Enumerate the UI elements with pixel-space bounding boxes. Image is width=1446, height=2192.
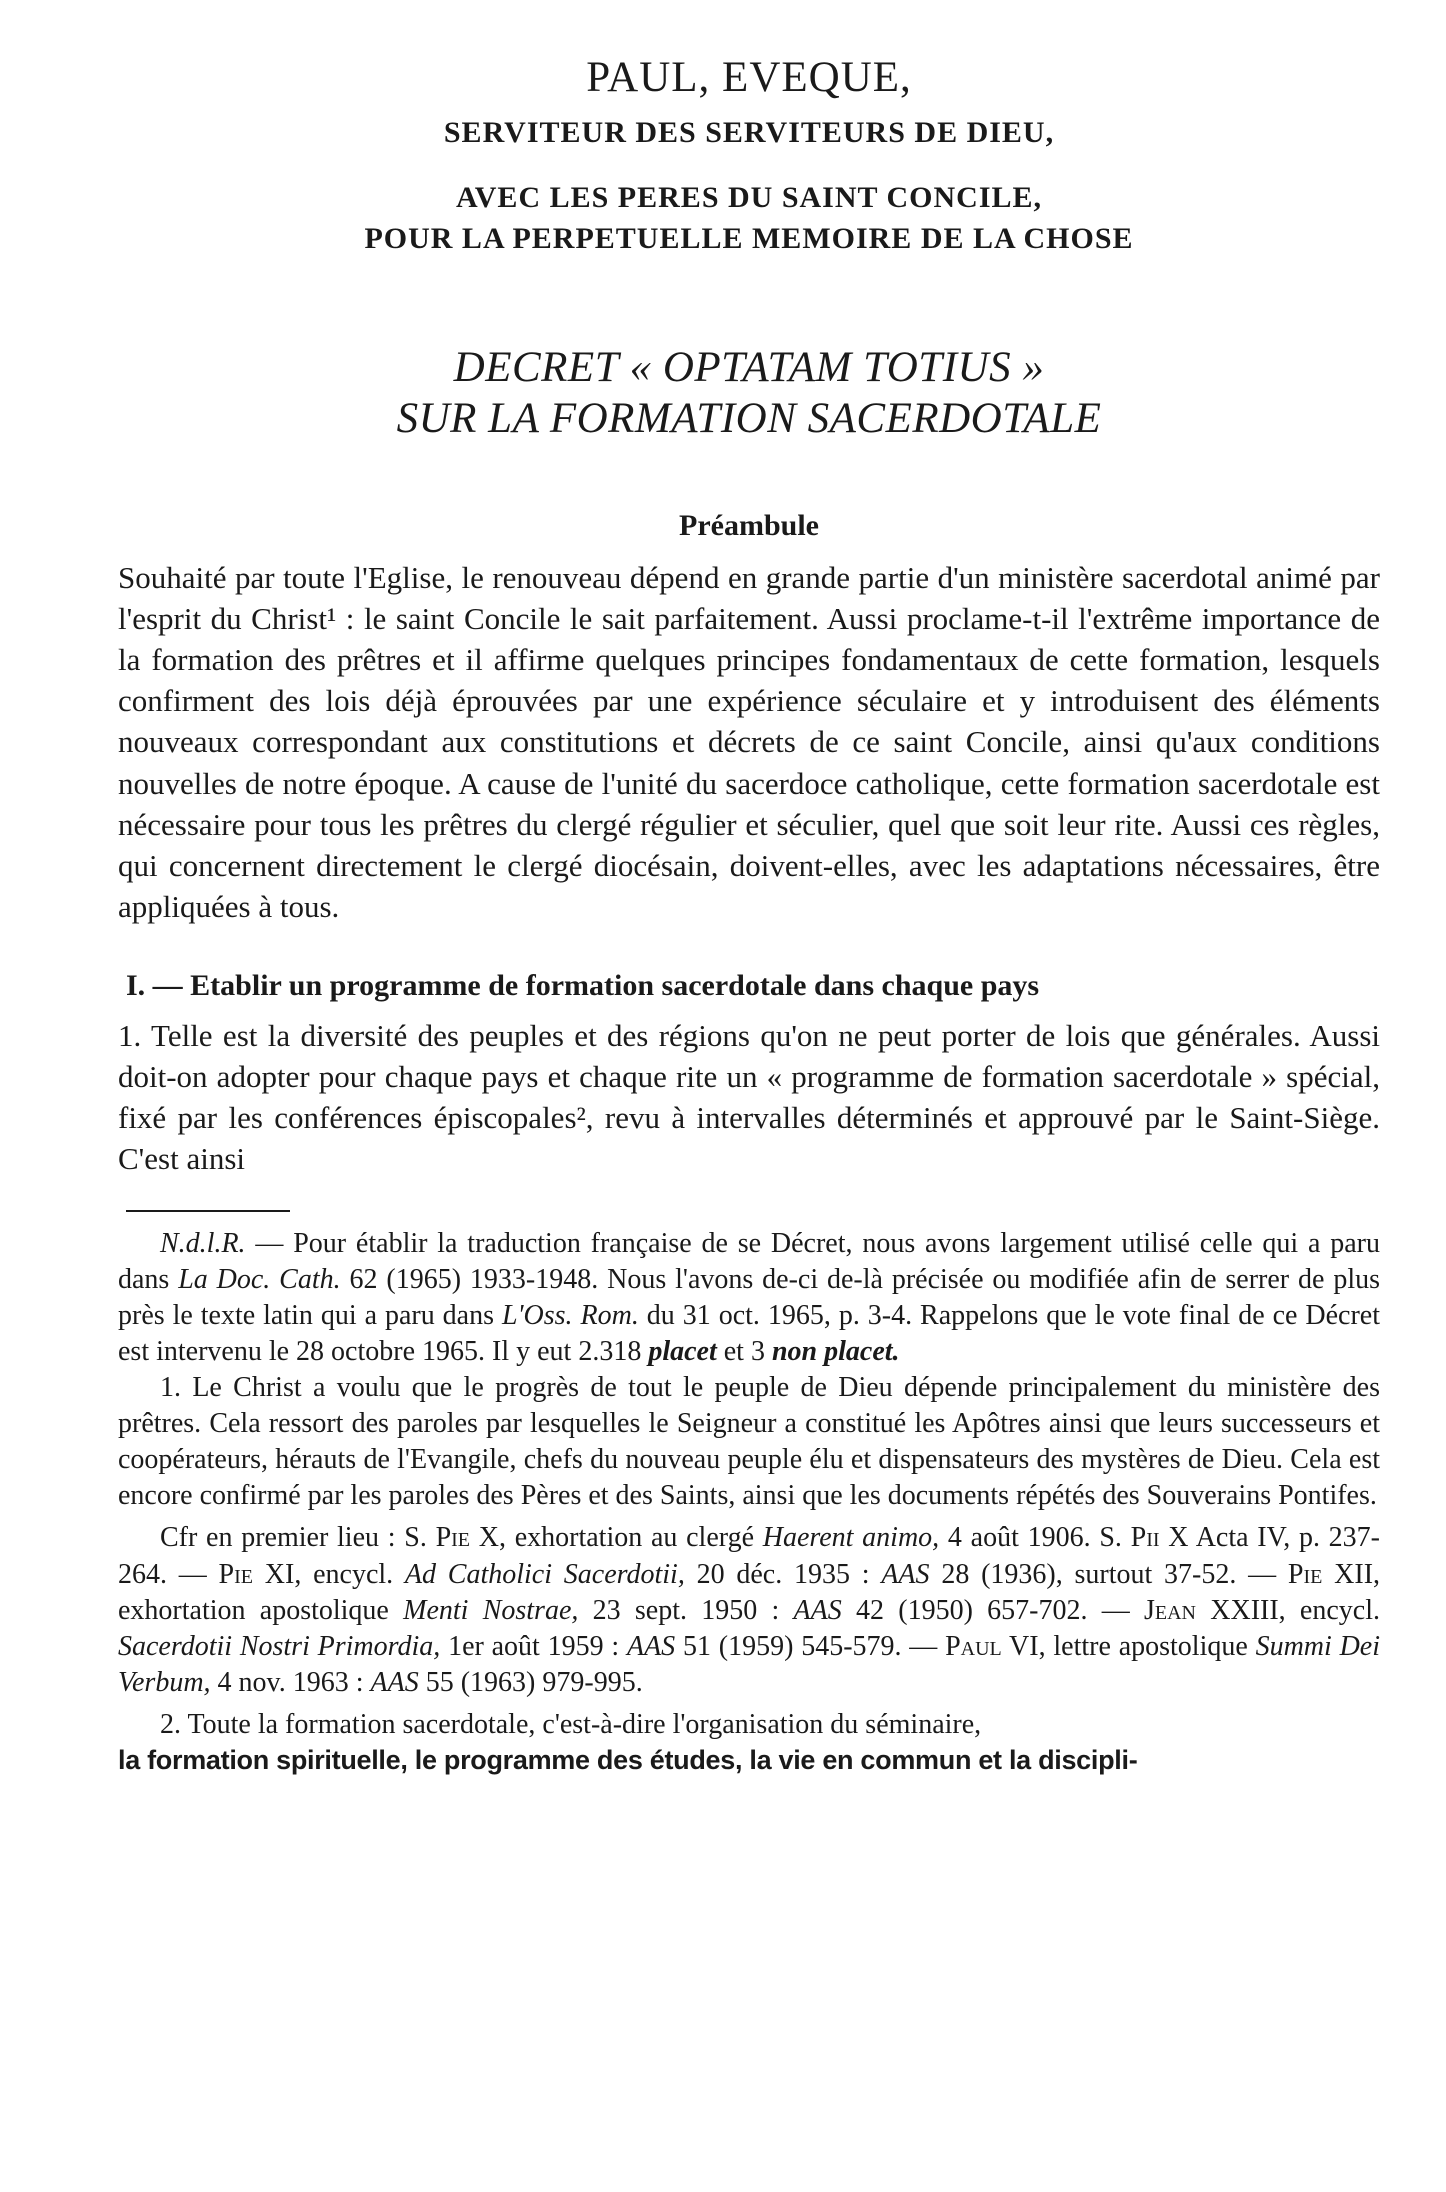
cfr-text: 51 (1959) 545-579. — [675, 1630, 946, 1662]
cfr-name: Pie [435, 1522, 471, 1554]
cfr-name: Pie [218, 1558, 253, 1590]
footnotes [118, 1226, 1380, 1777]
cfr-name: Pii [1130, 1522, 1160, 1554]
footnote-1 [118, 1370, 1380, 1514]
ndlr-ref-oss-rom: L'Oss. Rom. [501, 1299, 639, 1331]
footnote-2-line-1: 2. Toute la formation sacerdotale, c'est-à-dire l'organisation du séminaire, [160, 1709, 982, 1740]
fathers-line: AVEC LES PERES DU SAINT CONCILE, [455, 180, 1043, 214]
document-page [118, 52, 1380, 1776]
ndlr-text-1: — Pour établir la traduction française de se Décret, nous avons largement utilisé celle qui a paru dans [118, 1227, 1380, 1295]
title-line-2: SUR LA FORMATION SACERDOTALE [396, 395, 1102, 443]
cfr-text: 55 (1963) 979-995. [418, 1666, 643, 1698]
cfr-work-title: Ad Catholici Sacerdotii, [404, 1558, 685, 1590]
cfr-name: Jean [1144, 1594, 1196, 1626]
cfr-work-title: AAS [370, 1666, 419, 1698]
cfr-work-title: Menti Nostrae, [403, 1594, 579, 1626]
ndlr-non-placet: non placet. [771, 1335, 900, 1367]
ndlr-text-4: et 3 [716, 1335, 772, 1367]
footnote-ndlr [118, 1226, 1380, 1370]
section-1-heading: I. — Etablir un programme de formation sacerdotale dans chaque pays [126, 969, 1040, 1003]
ndlr-label: N.d.l.R. [160, 1227, 246, 1259]
servant-line: SERVITEUR DES SERVITEURS DE DIEU, [443, 115, 1055, 149]
cfr-work-title: Sacerdotii Nostri Primordia, [118, 1630, 441, 1662]
cfr-text: 23 sept. 1950 : [578, 1594, 794, 1626]
cfr-text: XI, encycl. [253, 1558, 405, 1590]
cfr-name: Paul [945, 1630, 1002, 1662]
cfr-text: 28 (1936), surtout 37-52. — [929, 1558, 1288, 1590]
footnote-1-references [118, 1520, 1380, 1701]
cfr-name: Pie [1287, 1558, 1323, 1590]
footnote-2-line-2: la formation spirituelle, le programme des études, la vie en commun et la discipli- [118, 1745, 1138, 1776]
ndlr-placet: placet [648, 1335, 717, 1367]
memory-line: POUR LA PERPETUELLE MEMOIRE DE LA CHOSE [364, 222, 1134, 256]
ndlr-text-3: du 31 oct. 1965, p. 3-4. Rappelons que le vote final de ce Décret est intervenu le 28 octobre 1965. Il y eut 2.318 [118, 1299, 1380, 1367]
cfr-work-title: Haerent animo, [762, 1522, 940, 1554]
cfr-text: 20 déc. 1935 : [684, 1558, 882, 1590]
decree-title [118, 342, 1380, 445]
cfr-text: XII, exhortation apostolique [118, 1558, 1381, 1626]
cfr-text: Cfr en premier lieu : S. [160, 1522, 436, 1554]
cfr-text: 42 (1950) 657-702. — [841, 1594, 1144, 1626]
cfr-work-title: AAS [626, 1630, 676, 1662]
cfr-text: VI, lettre apostolique [1001, 1630, 1256, 1662]
cfr-text: X, exhortation au clergé [470, 1522, 763, 1554]
cfr-work-title: AAS [793, 1594, 842, 1626]
title-line-1: DECRET « OPTATAM TOTIUS » [453, 343, 1045, 391]
ndlr-ref-doc-cath: La Doc. Cath. [178, 1263, 341, 1295]
footnote-divider [126, 1210, 290, 1212]
cfr-text: 1er août 1959 : [440, 1630, 627, 1662]
footnote-1-text: 1. Le Christ a voulu que le progrès de tout le peuple de Dieu dépende principalement du ministère des prêtres. Cela ressort des paroles par lesquelles le Seigneur a constitué les Apôtres ainsi que leurs successeurs et coopérateurs, hérauts de l'Evangile, chefs du nouveau peuple élu et dispensateurs des mystères de Dieu. Cela est encore confirmé par les paroles des Pères et des Saints, ainsi que les documents répétés des Souverains Pontifes. [118, 1372, 1380, 1512]
preamble-heading: Préambule [679, 508, 819, 542]
ndlr-text-2: 62 (1965) 1933-1948. Nous l'avons de-ci de-là précisée ou modifiée afin de serrer de plus près le texte latin qui a paru dans [118, 1263, 1380, 1331]
footnote-2 [118, 1707, 1380, 1743]
preamble-paragraph: Souhaité par toute l'Eglise, le renouveau dépend en grande partie d'un ministère sacerdotal animé par l'esprit du Christ¹ : le saint Concile le sait parfaitement. Aussi proclame-t-il l'extrême importance de la formation des prêtres et il affirme quelques principes fondamentaux de cette formation, lesquels confirment des lois déjà éprouvées par une expérience séculaire et y introduisent des éléments nouveaux correspondant aux constitutions et décrets de ce saint Concile, ainsi qu'aux conditions nouvelles de notre époque. A cause de l'unité du sacerdoce catholique, cette formation sacerdotale est nécessaire pour tous les prêtres du clergé régulier et séculier, quel que soit leur rite. Aussi ces règles, qui concernent directement le clergé diocésain, doivent-elles, avec les adaptations nécessaires, être appliquées à tous. [118, 559, 1380, 924]
author-line: PAUL, EVEQUE, [586, 54, 912, 101]
cfr-work-title: Summi Dei Verbum, [118, 1630, 1381, 1698]
section-1-paragraph-1: 1. Telle est la diversité des peuples et des régions qu'on ne peut porter de lois que générales. Aussi doit-on adopter pour chaque pays et chaque rite un « programme de formation sacerdotale » spécial, fixé par les conférences épiscopales², revu à intervalles déterminés et approuvé par le Saint-Siège. C'est ainsi [118, 1018, 1380, 1177]
cfr-text: X Acta IV, p. 237-264. — [118, 1522, 1381, 1590]
cfr-text: XXIII, encycl. [1196, 1594, 1380, 1626]
cfr-work-title: AAS [881, 1558, 930, 1590]
cfr-text: 4 août 1906. S. [939, 1522, 1131, 1554]
document-header [118, 52, 1380, 260]
cfr-text: 4 nov. 1963 : [210, 1666, 371, 1698]
